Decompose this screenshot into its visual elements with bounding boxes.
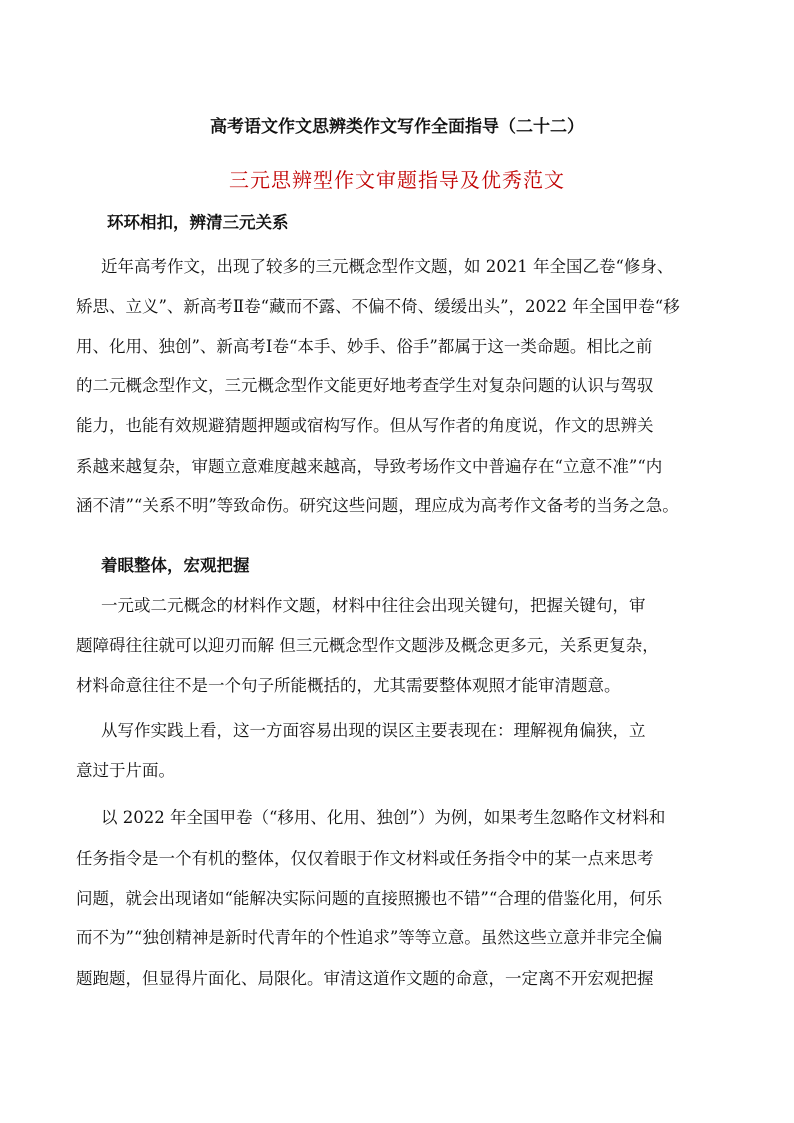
paragraph-3-line: 从写作实践上看，这一方面容易出现的误区主要表现在：理解视角偏狭，立 bbox=[101, 721, 646, 740]
paragraph-2-line: 材料命意往往不是一个句子所能概括的，尤其需要整体观照才能审清题意。 bbox=[76, 676, 621, 695]
paragraph-2-line: 一元或二元概念的材料作文题，材料中往往会出现关键句，把握关键句，审 bbox=[101, 596, 646, 615]
paragraph-1-line: 的二元概念型作文，三元概念型作文能更好地考查学生对复杂问题的认识与驾驭 bbox=[76, 376, 654, 395]
paragraph-1-line: 用、化用、独创”、新高考Ⅰ卷“本手、妙手、俗手”都属于这一类命题。相比之前 bbox=[76, 337, 653, 356]
paragraph-1-line: 系越来越复杂，审题立意难度越来越高，导致考场作文中普遍存在“立意不准”“内 bbox=[76, 457, 663, 476]
paragraph-4-line: 题跑题，但显得片面化、局限化。审清这道作文题的命意，一定离不开宏观把握 bbox=[76, 969, 654, 988]
section-heading-1: 环环相扣，辨清三元关系 bbox=[107, 213, 289, 232]
paragraph-3-line: 意过于片面。 bbox=[76, 761, 175, 780]
paragraph-4-line: 任务指令是一个有机的整体，仅仅着眼于作文材料或任务指令中的某一点来思考 bbox=[76, 849, 654, 868]
paragraph-1-line: 涵不清”“关系不明”等致命伤。研究这些问题，理应成为高考作文备考的当务之急。 bbox=[76, 496, 679, 515]
paragraph-1-line: 能力，也能有效规避猜题押题或宿构写作。但从写作者的角度说，作文的思辨关 bbox=[76, 416, 654, 435]
paragraph-4-line: 而不为”“独创精神是新时代青年的个性追求”等等立意。虽然这些立意并非完全偏 bbox=[76, 928, 663, 947]
document-title: 高考语文作文思辨类作文写作全面指导（二十二） bbox=[210, 117, 584, 137]
section-heading-2: 着眼整体，宏观把握 bbox=[101, 556, 250, 575]
paragraph-1-line: 矫思、立义”、新高考Ⅱ卷“藏而不露、不偏不倚、缓缓出头”，2022 年全国甲卷“移 bbox=[76, 297, 680, 316]
paragraph-4-line: 以 2022 年全国甲卷（“移用、化用、独创”）为例，如果考生忽略作文材料和 bbox=[101, 808, 666, 827]
paragraph-1-line: 近年高考作文，出现了较多的三元概念型作文题，如 2021 年全国乙卷“修身、 bbox=[101, 257, 674, 276]
paragraph-4-line: 问题，就会出现诸如“能解决实际问题的直接照搬也不错”“合理的借鉴化用，何乐 bbox=[76, 889, 663, 908]
paragraph-2-line: 题障碍往往就可以迎刃而解 但三元概念型作文题涉及概念更多元，关系更复杂， bbox=[76, 636, 659, 655]
document-subtitle: 三元思辨型作文审题指导及优秀范文 bbox=[229, 168, 565, 192]
